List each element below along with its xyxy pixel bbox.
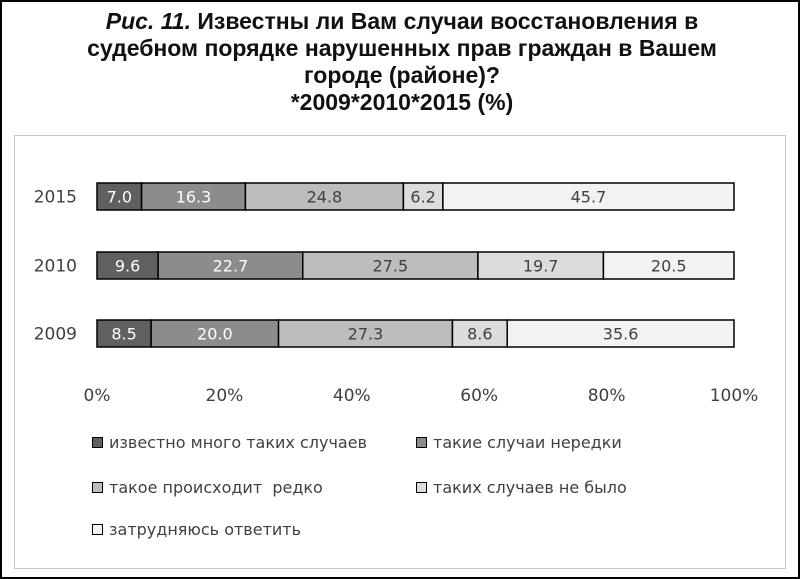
category-label-2009: 2009 <box>33 324 77 345</box>
data-label-2009-2: 20.0 <box>197 324 233 344</box>
data-label-2009-1: 8.5 <box>111 324 137 344</box>
data-label-2015-3: 24.8 <box>306 187 343 207</box>
data-label-2009-3: 27.3 <box>347 324 384 344</box>
legend-item-1 <box>92 433 367 452</box>
x-tick-label-4: 80% <box>587 386 626 406</box>
x-tick-label-0: 0% <box>83 386 111 406</box>
title-line-4: *2009*2010*2015 (%) <box>290 89 514 115</box>
data-label-2010-1: 9.6 <box>114 256 141 276</box>
chart-area <box>14 135 786 569</box>
legend-item-3 <box>92 478 323 497</box>
legend-item-4 <box>416 478 627 497</box>
data-label-2009-4: 8.6 <box>467 324 493 344</box>
data-label-2015-4: 6.2 <box>410 187 436 207</box>
data-label-2015-5: 45.7 <box>570 187 607 207</box>
data-label-2010-5: 20.5 <box>650 256 687 276</box>
title-line-1 <box>2 8 800 35</box>
legend-label-3: такое происходит редко <box>109 478 323 497</box>
legend-swatch-2 <box>416 437 427 448</box>
data-label-2009-5: 35.6 <box>602 324 639 344</box>
data-label-2015-1: 7.0 <box>106 187 133 207</box>
legend-label-2: такие случаи нередки <box>433 433 622 452</box>
data-label-2015-2: 16.3 <box>175 187 212 207</box>
data-label-2010-2: 22.7 <box>212 256 249 276</box>
figure-label: Рис. 11. <box>105 8 191 34</box>
legend-swatch-4 <box>416 482 427 493</box>
legend-item-5 <box>92 520 301 539</box>
title-line-3: городе (районе)? <box>304 62 500 88</box>
data-label-2010-4: 19.7 <box>522 256 559 276</box>
legend-swatch-1 <box>92 437 103 448</box>
legend-label-1: известно много таких случаев <box>109 433 367 452</box>
category-label-2015: 2015 <box>33 187 77 208</box>
data-label-2010-3: 27.5 <box>372 256 409 276</box>
title-text-1: Известны ли Вам случаи восстановления в <box>197 8 699 34</box>
chart-title <box>2 8 800 116</box>
x-tick-label-3: 60% <box>460 386 499 406</box>
legend-label-4: таких случаев не было <box>433 478 627 497</box>
title-line-2: судебном порядке нарушенных прав граждан в Вашем <box>87 35 717 61</box>
legend-label-5: затрудняюсь ответить <box>109 520 302 539</box>
bar-plot <box>15 136 785 568</box>
x-tick-label-1: 20% <box>205 386 244 406</box>
category-label-2010: 2010 <box>33 256 77 277</box>
x-tick-label-2: 40% <box>332 386 371 406</box>
legend-swatch-5 <box>92 524 103 535</box>
legend-swatch-3 <box>92 482 103 493</box>
x-tick-label-5: 100% <box>709 386 759 406</box>
legend-item-2 <box>416 433 622 452</box>
